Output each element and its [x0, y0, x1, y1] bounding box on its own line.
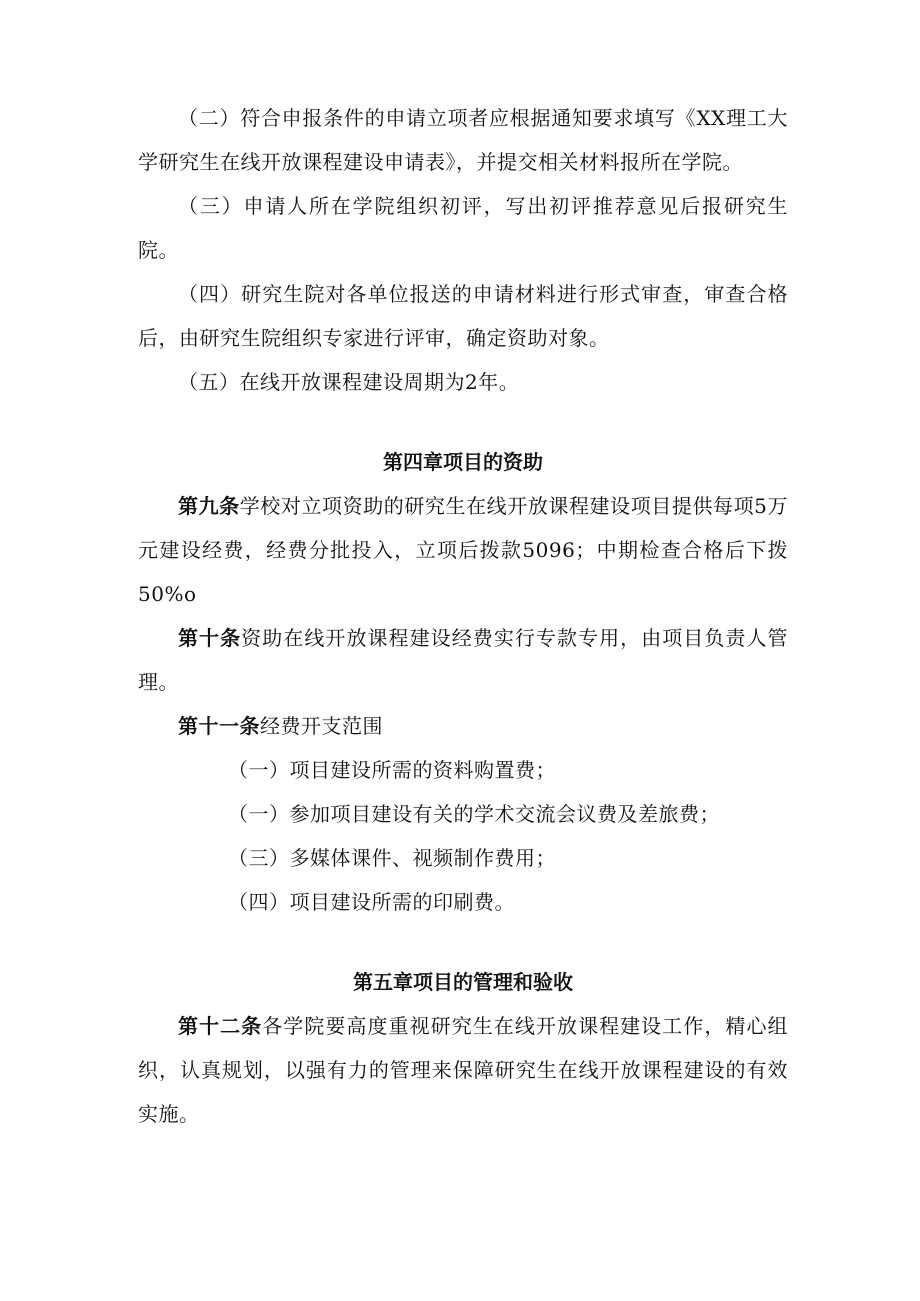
chapter-4-title: 第四章项目的资助 — [383, 450, 543, 474]
article-11-label: 第十一条 — [178, 714, 260, 738]
chapter-5-title: 第五章项目的管理和验收 — [353, 970, 573, 994]
article-9-label: 第九条 — [178, 494, 240, 518]
article-11 — [138, 704, 788, 748]
expense-item-2: （一）参加项目建设有关的学术交流会议费及差旅费； — [228, 802, 720, 826]
article-12 — [138, 1004, 788, 1136]
paragraph-item-5: （五）在线开放课程建设周期为2年。 — [178, 370, 520, 394]
article-10-label: 第十条 — [178, 626, 242, 650]
article-12-text: 各学院要高度重视研究生在线开放课程建设工作，精心组织，认真规划，以强有力的管理来保障研究生在线开放课程建设的有效实施。 — [138, 1014, 789, 1126]
paragraph-item-3: （三）申请人所在学院组织初评，写出初评推荐意见后报研究生院。 — [138, 194, 788, 262]
article-9 — [138, 484, 788, 616]
article-12-label: 第十二条 — [178, 1014, 263, 1038]
spacer — [138, 924, 788, 960]
article-10-text: 资助在线开放课程建设经费实行专款专用，由项目负责人管理。 — [138, 626, 789, 694]
article-10 — [138, 616, 788, 704]
expense-item-1: （一）项目建设所需的资料购置费； — [228, 758, 556, 782]
paragraph-item-2: （二）符合申报条件的申请立项者应根据通知要求填写《XX理工大学研究生在线开放课程建设申请表》，并提交相关材料报所在学院。 — [138, 106, 788, 174]
document-page — [138, 96, 788, 1136]
paragraph-item-4: （四）研究生院对各单位报送的申请材料进行形式审查，审查合格后，由研究生院组织专家进行评审，确定资助对象。 — [138, 282, 788, 350]
expense-item-4: （四）项目建设所需的印刷费。 — [228, 890, 515, 914]
article-9-text: 学校对立项资助的研究生在线开放课程建设项目提供每项5万元建设经费，经费分批投入，立项后拨款5096；中期检查合格后下拨50%o — [138, 494, 788, 606]
article-11-text: 经费开支范围 — [260, 714, 383, 738]
spacer — [138, 404, 788, 440]
expense-item-3: （三）多媒体课件、视频制作费用； — [228, 846, 556, 870]
